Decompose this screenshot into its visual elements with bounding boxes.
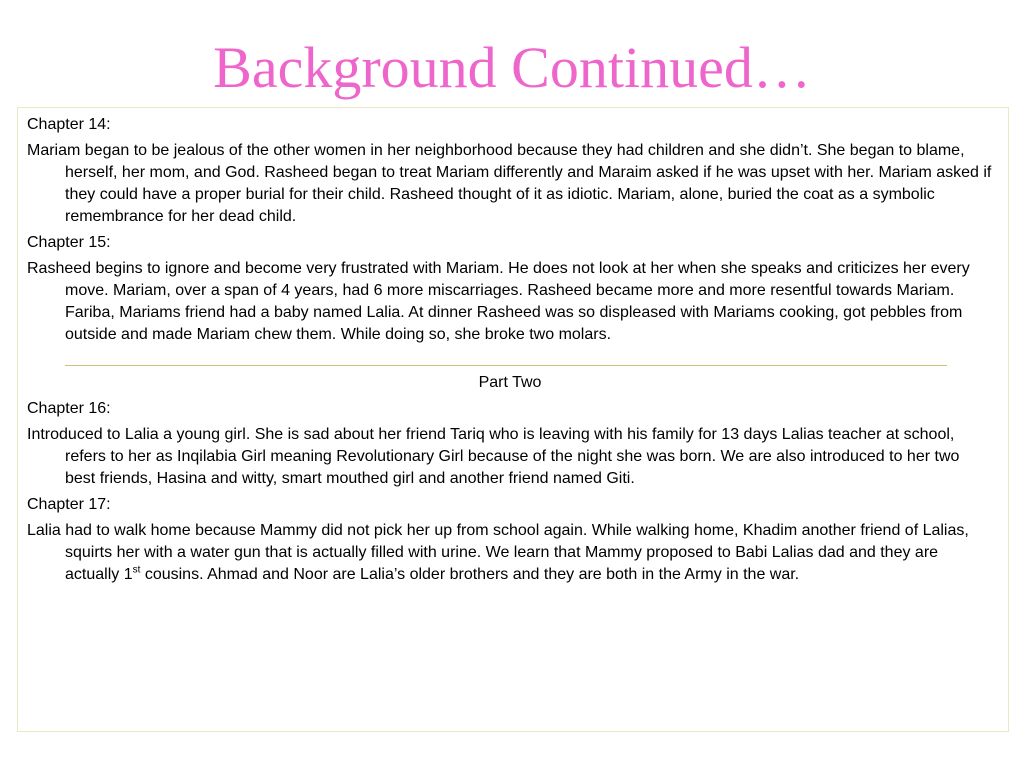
chapter-14-summary: Mariam began to be jealous of the other women in her neighborhood because they had children and she didn’t. She began to blame, herself, her mom, and God. Rasheed began to treat Mariam differently and Maraim asked if he was upset with her. Mariam asked if they could have a proper burial for their child. Rasheed thought of it as idiotic. Mariam, alone, buried the coat as a symbolic remembrance for her dead child. xyxy=(27,142,992,225)
chapter-15-heading: Chapter 15: xyxy=(27,234,111,251)
ordinal-suffix: st xyxy=(132,564,141,576)
section-divider xyxy=(65,350,947,372)
chapter-17-heading: Chapter 17: xyxy=(27,496,111,513)
chapter-16-summary: Introduced to Lalia a young girl. She is sad about her friend Tariq who is leaving with his family for 13 days Lalias teacher at school, refers to her as Inqilabia Girl meaning Revolutionary Girl because of the night she was born. We are also introduced to her two best friends, Hasina and witty, smart mouthed girl and another friend named Giti. xyxy=(27,426,960,487)
part-label: Part Two xyxy=(478,374,542,391)
slide-body xyxy=(27,114,993,590)
chapter-15-summary: Rasheed begins to ignore and become very frustrated with Mariam. He does not look at her when she speaks and criticizes her every move. Mariam, over a span of 4 years, had 6 more miscarriages. Rasheed became more and more resentful towards Mariam. Fariba, Mariams friend had a baby named Lalia. At dinner Rasheed was so displeased with Mariams cooking, got pebbles from outside and made Mariam chew them. While doing so, she broke two molars. xyxy=(27,260,970,343)
chapter-14-heading: Chapter 14: xyxy=(27,116,111,133)
chapter-17-summary xyxy=(27,520,993,586)
chapter-17-text-a: Lalia had to walk home because Mammy did not pick her up from school again. While walking home, Khadim another friend of Lalias, squirts her with a water gun that is actually filled with urine. We learn that Mammy proposed to Babi Lalias dad and they are actually 1 xyxy=(27,522,969,583)
chapter-16-heading: Chapter 16: xyxy=(27,400,111,417)
chapter-17-text-b: cousins. Ahmad and Noor are Lalia’s older brothers and they are both in the Army in the war. xyxy=(140,566,800,583)
divider-line xyxy=(65,365,947,366)
slide-title: Background Continued… xyxy=(213,35,811,100)
